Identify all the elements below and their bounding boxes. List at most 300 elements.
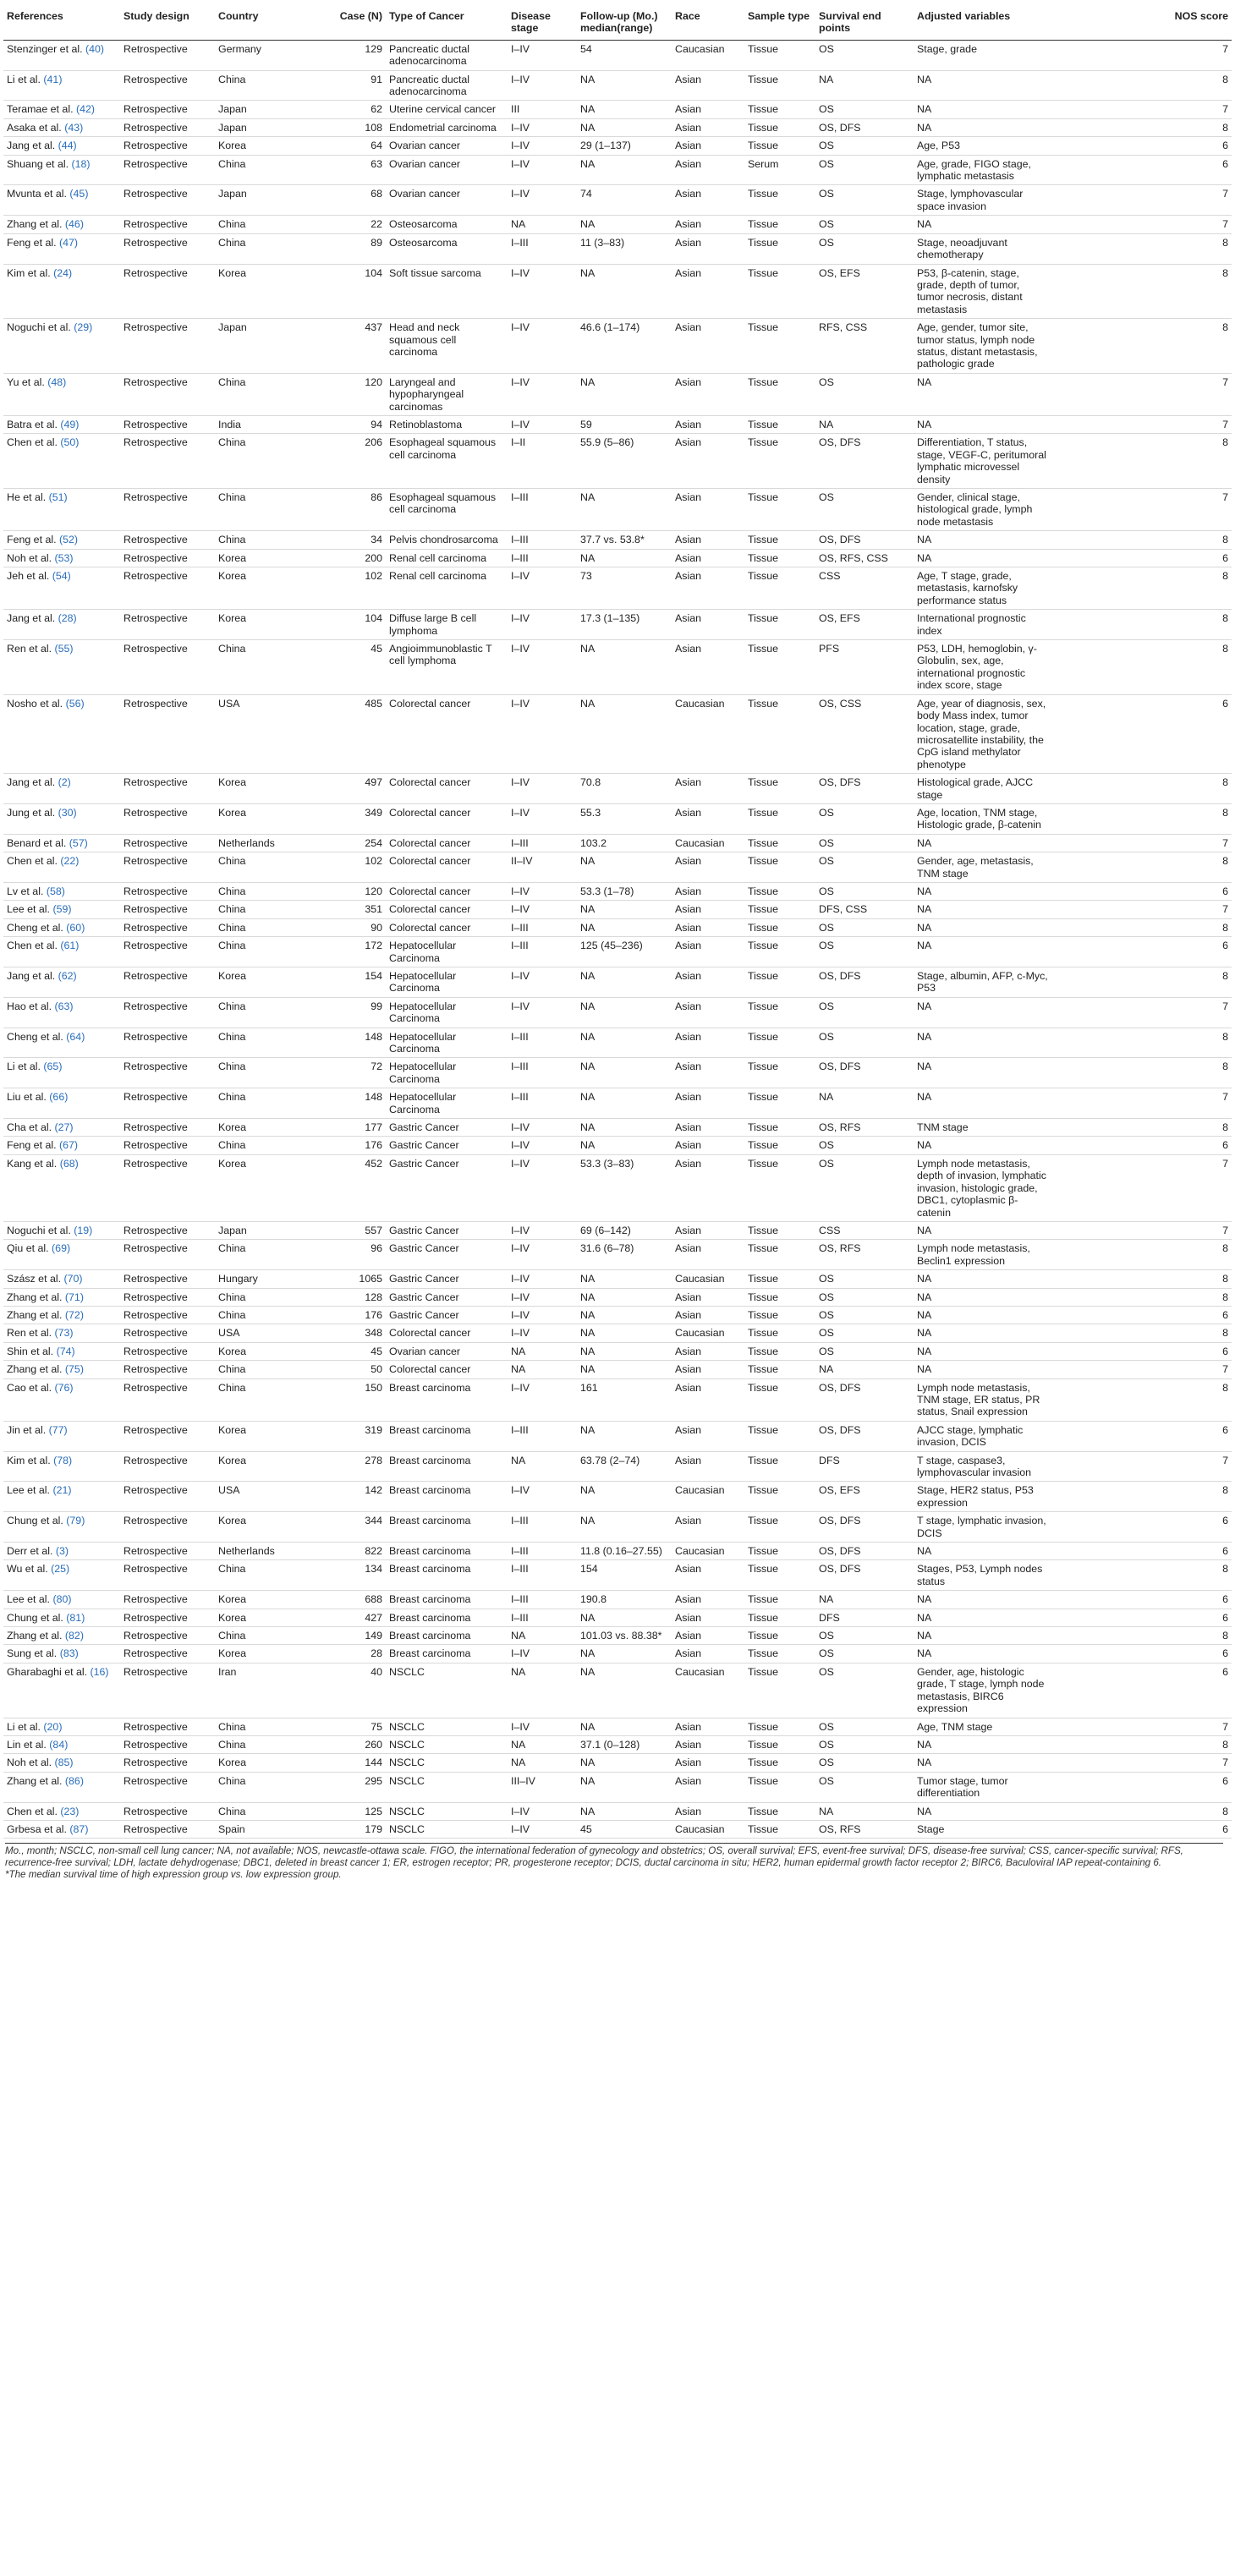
cell-country: China <box>215 640 320 695</box>
citation-link[interactable]: (28) <box>58 612 77 625</box>
cell-adjusted-variables: Stage <box>914 1820 1052 1838</box>
cell-country: China <box>215 1088 320 1119</box>
cell-study-design: Retrospective <box>120 1543 215 1560</box>
cell-study-design: Retrospective <box>120 1137 215 1154</box>
reference-authors: Noguchi et al. <box>7 1224 71 1236</box>
citation-link[interactable]: (53) <box>54 551 74 564</box>
citation-link[interactable]: (77) <box>48 1423 68 1436</box>
table-row <box>3 1119 1232 1137</box>
cell-reference <box>3 1663 120 1718</box>
cell-study-design: Retrospective <box>120 434 215 489</box>
cell-case-n: 108 <box>320 118 386 136</box>
cell-cancer-type: Laryngeal and hypopharyngeal carcinomas <box>386 373 508 415</box>
cell-disease-stage: I–IV <box>508 185 577 216</box>
cell-disease-stage: I–III <box>508 834 577 852</box>
citation-link[interactable]: (67) <box>59 1139 79 1152</box>
cell-nos-score: 7 <box>1052 216 1232 233</box>
cell-disease-stage: I–IV <box>508 1482 577 1512</box>
cell-case-n: 129 <box>320 40 386 70</box>
cell-study-design: Retrospective <box>120 549 215 567</box>
citation-link[interactable]: (79) <box>66 1515 85 1527</box>
table-row <box>3 1560 1232 1591</box>
cell-cancer-type: Hepatocellular Carcinoma <box>386 937 508 967</box>
citation-link[interactable]: (85) <box>54 1757 74 1769</box>
cell-follow-up: NA <box>577 1058 672 1088</box>
cell-disease-stage: I–III <box>508 233 577 264</box>
cell-follow-up: NA <box>577 549 672 567</box>
reference-authors: Jung et al. <box>7 806 56 819</box>
cell-country: China <box>215 155 320 185</box>
citation-link[interactable]: (80) <box>52 1593 72 1606</box>
cell-country: Spain <box>215 1820 320 1838</box>
cell-disease-stage: NA <box>508 1627 577 1645</box>
cell-nos-score: 8 <box>1052 1058 1232 1088</box>
cell-cancer-type: Hepatocellular Carcinoma <box>386 967 508 998</box>
cell-case-n: 40 <box>320 1663 386 1718</box>
cell-adjusted-variables: NA <box>914 1754 1052 1772</box>
cell-reference <box>3 319 120 374</box>
cell-survival-end-points: OS <box>815 489 914 531</box>
cell-cancer-type: Renal cell carcinoma <box>386 567 508 610</box>
cell-disease-stage: I–IV <box>508 901 577 918</box>
cell-disease-stage: I–IV <box>508 137 577 155</box>
cell-sample-type: Tissue <box>744 1754 815 1772</box>
cell-nos-score: 8 <box>1052 1482 1232 1512</box>
cell-cancer-type: Colorectal cancer <box>386 918 508 936</box>
cell-adjusted-variables: NA <box>914 1802 1052 1820</box>
cell-race: Asian <box>672 567 744 610</box>
cell-reference <box>3 264 120 319</box>
cell-survival-end-points: OS <box>815 185 914 216</box>
header-sample-type: Sample type <box>744 7 815 40</box>
citation-link[interactable]: (43) <box>64 121 84 134</box>
citation-link[interactable]: (56) <box>65 697 85 710</box>
table-row <box>3 118 1232 136</box>
citation-link[interactable]: (44) <box>58 140 77 152</box>
citation-link[interactable]: (54) <box>52 570 71 583</box>
table-row <box>3 1735 1232 1753</box>
cell-follow-up: 103.2 <box>577 834 672 852</box>
reference-authors: Hao et al. <box>7 1000 52 1012</box>
cell-country: Netherlands <box>215 1543 320 1560</box>
cell-country: Korea <box>215 610 320 640</box>
table-row <box>3 1718 1232 1735</box>
cell-cancer-type: Osteosarcoma <box>386 233 508 264</box>
cell-case-n: 128 <box>320 1288 386 1306</box>
cell-nos-score: 8 <box>1052 918 1232 936</box>
cell-country: Hungary <box>215 1270 320 1288</box>
citation-link[interactable]: (25) <box>51 1563 70 1576</box>
cell-adjusted-variables: Lymph node metastasis, depth of invasion, lymphatic invasion, histologic grade, DBC1, cytoplasmic β-catenin <box>914 1154 1052 1221</box>
cell-reference <box>3 1627 120 1645</box>
cell-race: Asian <box>672 1645 744 1663</box>
cell-follow-up: 69 (6–142) <box>577 1221 672 1239</box>
citation-link[interactable]: (24) <box>53 266 73 279</box>
cell-race: Asian <box>672 1378 744 1421</box>
cell-follow-up: 74 <box>577 185 672 216</box>
cell-country: Korea <box>215 264 320 319</box>
cell-study-design: Retrospective <box>120 1221 215 1239</box>
citation-link[interactable]: (49) <box>60 418 80 430</box>
table-row <box>3 1221 1232 1239</box>
cell-study-design: Retrospective <box>120 118 215 136</box>
cell-nos-score: 8 <box>1052 1560 1232 1591</box>
cell-adjusted-variables: NA <box>914 834 1052 852</box>
table-row <box>3 610 1232 640</box>
cell-study-design: Retrospective <box>120 640 215 695</box>
cell-follow-up: NA <box>577 1270 672 1288</box>
cell-survival-end-points: OS, RFS <box>815 1240 914 1270</box>
citation-link[interactable]: (71) <box>64 1291 84 1303</box>
cell-adjusted-variables: NA <box>914 216 1052 233</box>
citation-link[interactable]: (30) <box>58 806 77 819</box>
reference-authors: Batra et al. <box>7 418 58 430</box>
reference-authors: Derr et al. <box>7 1545 53 1558</box>
citation-link[interactable]: (40) <box>85 42 105 55</box>
citation-link[interactable]: (76) <box>54 1381 74 1394</box>
cell-cancer-type: Colorectal cancer <box>386 901 508 918</box>
cell-cancer-type: Breast carcinoma <box>386 1512 508 1543</box>
cell-study-design: Retrospective <box>120 216 215 233</box>
cell-case-n: 348 <box>320 1324 386 1342</box>
cell-disease-stage: I–III <box>508 1591 577 1609</box>
cell-cancer-type: Breast carcinoma <box>386 1645 508 1663</box>
table-row <box>3 1306 1232 1324</box>
cell-sample-type: Tissue <box>744 1609 815 1626</box>
cell-study-design: Retrospective <box>120 1154 215 1221</box>
cell-reference <box>3 233 120 264</box>
citation-link[interactable]: (75) <box>64 1363 84 1376</box>
table-row <box>3 1270 1232 1288</box>
cell-disease-stage: I–III <box>508 531 577 549</box>
citation-link[interactable]: (68) <box>59 1157 79 1170</box>
citation-link[interactable]: (48) <box>47 375 67 388</box>
cell-sample-type: Tissue <box>744 1512 815 1543</box>
reference-authors: Jeh et al. <box>7 570 50 583</box>
cell-follow-up: NA <box>577 155 672 185</box>
cell-sample-type: Tissue <box>744 101 815 118</box>
cell-survival-end-points: NA <box>815 1088 914 1119</box>
cell-case-n: 260 <box>320 1735 386 1753</box>
table-row <box>3 1324 1232 1342</box>
cell-race: Asian <box>672 1512 744 1543</box>
cell-follow-up: 190.8 <box>577 1591 672 1609</box>
citation-link[interactable]: (65) <box>43 1061 63 1073</box>
cell-cancer-type: Colorectal cancer <box>386 882 508 900</box>
cell-reference <box>3 834 120 852</box>
cell-sample-type: Tissue <box>744 264 815 319</box>
reference-authors: Zhang et al. <box>7 1630 63 1642</box>
cell-study-design: Retrospective <box>120 101 215 118</box>
cell-reference <box>3 1361 120 1378</box>
cell-cancer-type: Breast carcinoma <box>386 1609 508 1626</box>
citation-link[interactable]: (73) <box>54 1327 74 1340</box>
header-nos-score: NOS score <box>1052 7 1232 40</box>
cell-country: Korea <box>215 1119 320 1137</box>
cell-disease-stage: I–IV <box>508 1119 577 1137</box>
cell-reference <box>3 70 120 101</box>
reference-authors: Jang et al. <box>7 970 56 982</box>
cell-cancer-type: Hepatocellular Carcinoma <box>386 997 508 1028</box>
cell-follow-up: NA <box>577 1482 672 1512</box>
cell-race: Asian <box>672 1754 744 1772</box>
reference-authors: Cheng et al. <box>7 1030 63 1043</box>
cell-survival-end-points: OS <box>815 1627 914 1645</box>
cell-adjusted-variables: NA <box>914 1306 1052 1324</box>
citation-link[interactable]: (58) <box>46 885 65 897</box>
cell-case-n: 94 <box>320 415 386 433</box>
citation-link[interactable]: (51) <box>48 491 68 503</box>
cell-cancer-type: Breast carcinoma <box>386 1421 508 1451</box>
cell-case-n: 172 <box>320 937 386 967</box>
cell-adjusted-variables: NA <box>914 1609 1052 1626</box>
cell-country: Germany <box>215 40 320 70</box>
citation-link[interactable]: (50) <box>60 436 80 449</box>
cell-nos-score: 6 <box>1052 1137 1232 1154</box>
citation-link[interactable]: (19) <box>74 1224 93 1236</box>
cell-disease-stage: III <box>508 101 577 118</box>
cell-survival-end-points: OS <box>815 101 914 118</box>
cell-disease-stage: I–IV <box>508 567 577 610</box>
cell-disease-stage: II–IV <box>508 852 577 883</box>
cell-case-n: 142 <box>320 1482 386 1512</box>
citation-link[interactable]: (63) <box>54 1000 74 1012</box>
cell-nos-score: 6 <box>1052 137 1232 155</box>
cell-adjusted-variables: NA <box>914 1028 1052 1058</box>
table-row <box>3 1421 1232 1451</box>
cell-study-design: Retrospective <box>120 70 215 101</box>
cell-study-design: Retrospective <box>120 1361 215 1378</box>
cell-study-design: Retrospective <box>120 1342 215 1360</box>
cell-country: China <box>215 1137 320 1154</box>
cell-country: China <box>215 1378 320 1421</box>
cell-reference <box>3 101 120 118</box>
cell-nos-score: 8 <box>1052 967 1232 998</box>
cell-case-n: 179 <box>320 1820 386 1838</box>
cell-sample-type: Tissue <box>744 319 815 374</box>
cell-follow-up: 53.3 (3–83) <box>577 1154 672 1221</box>
citation-link[interactable]: (23) <box>60 1805 80 1817</box>
citation-link[interactable]: (47) <box>59 236 79 249</box>
table-row <box>3 216 1232 233</box>
table-row <box>3 967 1232 998</box>
cell-follow-up: 125 (45–236) <box>577 937 672 967</box>
citation-link[interactable]: (52) <box>59 534 79 546</box>
cell-case-n: 63 <box>320 155 386 185</box>
cell-survival-end-points: NA <box>815 1361 914 1378</box>
citation-link[interactable]: (72) <box>64 1308 84 1321</box>
cell-follow-up: NA <box>577 118 672 136</box>
cell-follow-up: NA <box>577 1802 672 1820</box>
table-body <box>3 40 1232 1839</box>
cell-sample-type: Tissue <box>744 1735 815 1753</box>
cell-nos-score: 6 <box>1052 1342 1232 1360</box>
cell-follow-up: NA <box>577 1361 672 1378</box>
cell-sample-type: Tissue <box>744 1137 815 1154</box>
cell-cancer-type: Gastric Cancer <box>386 1240 508 1270</box>
cell-follow-up: NA <box>577 967 672 998</box>
cell-country: China <box>215 937 320 967</box>
cell-nos-score: 7 <box>1052 101 1232 118</box>
cell-survival-end-points: NA <box>815 70 914 101</box>
citation-link[interactable]: (21) <box>52 1484 72 1497</box>
citation-link[interactable]: (62) <box>58 970 77 982</box>
cell-reference <box>3 1119 120 1137</box>
cell-study-design: Retrospective <box>120 774 215 804</box>
cell-nos-score: 7 <box>1052 40 1232 70</box>
reference-authors: Li et al. <box>7 1720 41 1733</box>
citation-link[interactable]: (42) <box>75 103 96 116</box>
citation-link[interactable]: (20) <box>43 1720 63 1733</box>
cell-sample-type: Tissue <box>744 434 815 489</box>
cell-race: Asian <box>672 803 744 834</box>
table-row <box>3 694 1232 773</box>
cell-nos-score: 8 <box>1052 1288 1232 1306</box>
citation-link[interactable]: (41) <box>43 73 63 85</box>
cell-disease-stage: I–IV <box>508 1288 577 1306</box>
cell-adjusted-variables: NA <box>914 1627 1052 1645</box>
cell-disease-stage: I–IV <box>508 1240 577 1270</box>
citation-link[interactable]: (81) <box>66 1611 85 1624</box>
cell-sample-type: Tissue <box>744 918 815 936</box>
cell-survival-end-points: OS, DFS <box>815 1543 914 1560</box>
cell-disease-stage: I–IV <box>508 1221 577 1239</box>
cell-nos-score: 7 <box>1052 415 1232 433</box>
table-row <box>3 937 1232 967</box>
cell-adjusted-variables: Gender, age, metastasis, TNM stage <box>914 852 1052 883</box>
cell-study-design: Retrospective <box>120 185 215 216</box>
cell-study-design: Retrospective <box>120 137 215 155</box>
cell-study-design: Retrospective <box>120 1451 215 1482</box>
cell-cancer-type: NSCLC <box>386 1802 508 1820</box>
cell-cancer-type: NSCLC <box>386 1663 508 1718</box>
cell-follow-up: 53.3 (1–78) <box>577 882 672 900</box>
cell-country: Korea <box>215 1645 320 1663</box>
citation-link[interactable]: (46) <box>64 218 84 231</box>
cell-survival-end-points: OS <box>815 373 914 415</box>
cell-race: Asian <box>672 1627 744 1645</box>
table-row <box>3 1645 1232 1663</box>
citation-link[interactable]: (29) <box>74 321 93 334</box>
cell-follow-up: 46.6 (1–174) <box>577 319 672 374</box>
cell-adjusted-variables: NA <box>914 373 1052 415</box>
reference-authors: Ren et al. <box>7 1327 52 1340</box>
citation-link[interactable]: (84) <box>49 1738 69 1751</box>
cell-race: Asian <box>672 216 744 233</box>
citation-link[interactable]: (60) <box>66 921 85 934</box>
cell-survival-end-points: OS, EFS <box>815 264 914 319</box>
citation-link[interactable]: (66) <box>49 1091 69 1104</box>
reference-authors: Feng et al. <box>7 1139 57 1152</box>
cell-race: Asian <box>672 852 744 883</box>
cell-cancer-type: NSCLC <box>386 1718 508 1735</box>
cell-case-n: 72 <box>320 1058 386 1088</box>
table-row <box>3 1451 1232 1482</box>
cell-reference <box>3 1482 120 1512</box>
citation-link[interactable]: (74) <box>56 1345 75 1357</box>
citation-link[interactable]: (64) <box>66 1030 85 1043</box>
cell-follow-up: NA <box>577 489 672 531</box>
citation-link[interactable]: (57) <box>69 836 88 849</box>
cell-nos-score: 7 <box>1052 1754 1232 1772</box>
cell-reference <box>3 852 120 883</box>
cell-cancer-type: Osteosarcoma <box>386 216 508 233</box>
cell-follow-up: 154 <box>577 1560 672 1591</box>
cell-reference <box>3 1754 120 1772</box>
citation-link[interactable]: (22) <box>60 855 80 868</box>
cell-sample-type: Tissue <box>744 610 815 640</box>
citation-link[interactable]: (18) <box>71 157 91 170</box>
citation-link[interactable]: (78) <box>53 1454 73 1466</box>
cell-reference <box>3 967 120 998</box>
cell-cancer-type: Soft tissue sarcoma <box>386 264 508 319</box>
cell-adjusted-variables: Age, year of diagnosis, sex, body Mass index, tumor location, stage, grade, microsatellite instability, the CpG island methylator phenotype <box>914 694 1052 773</box>
reference-authors: Yu et al. <box>7 375 45 388</box>
cell-survival-end-points: OS, RFS <box>815 1119 914 1137</box>
cell-survival-end-points: OS <box>815 1137 914 1154</box>
cell-nos-score: 8 <box>1052 118 1232 136</box>
cell-follow-up: 17.3 (1–135) <box>577 610 672 640</box>
reference-authors: Chen et al. <box>7 1805 58 1817</box>
cell-nos-score: 6 <box>1052 694 1232 773</box>
citation-link[interactable]: (27) <box>54 1121 74 1134</box>
table-row <box>3 1802 1232 1820</box>
cell-nos-score: 8 <box>1052 233 1232 264</box>
cell-nos-score: 8 <box>1052 774 1232 804</box>
citation-link[interactable]: (87) <box>69 1822 89 1835</box>
citation-link[interactable]: (59) <box>52 903 72 916</box>
cell-cancer-type: Ovarian cancer <box>386 1342 508 1360</box>
cell-case-n: 68 <box>320 185 386 216</box>
reference-authors: Feng et al. <box>7 236 57 249</box>
cell-follow-up: NA <box>577 101 672 118</box>
citation-link[interactable]: (83) <box>59 1647 79 1660</box>
cell-cancer-type: Breast carcinoma <box>386 1560 508 1591</box>
cell-survival-end-points: OS, CSS <box>815 694 914 773</box>
cell-race: Asian <box>672 1154 744 1221</box>
cell-sample-type: Tissue <box>744 1645 815 1663</box>
cell-adjusted-variables: NA <box>914 101 1052 118</box>
cell-sample-type: Tissue <box>744 1718 815 1735</box>
table-row <box>3 882 1232 900</box>
citation-link[interactable]: (55) <box>54 643 74 655</box>
cell-follow-up: NA <box>577 264 672 319</box>
cell-adjusted-variables: Stage, lymphovascular space invasion <box>914 185 1052 216</box>
cell-sample-type: Tissue <box>744 937 815 967</box>
cell-survival-end-points: OS <box>815 1718 914 1735</box>
cell-nos-score: 6 <box>1052 1663 1232 1718</box>
cell-sample-type: Tissue <box>744 1270 815 1288</box>
cell-sample-type: Tissue <box>744 1154 815 1221</box>
table-row <box>3 137 1232 155</box>
citation-link[interactable]: (16) <box>90 1665 109 1678</box>
citation-link[interactable]: (86) <box>64 1774 84 1787</box>
citation-link[interactable]: (45) <box>69 188 89 200</box>
citation-link[interactable]: (69) <box>52 1242 71 1255</box>
cell-disease-stage: I–III <box>508 1028 577 1058</box>
citation-link[interactable]: (3) <box>55 1545 69 1558</box>
cell-race: Asian <box>672 185 744 216</box>
citation-link[interactable]: (82) <box>64 1630 84 1642</box>
cell-adjusted-variables: NA <box>914 1270 1052 1288</box>
citation-link[interactable]: (70) <box>63 1273 83 1285</box>
cell-country: Korea <box>215 1154 320 1221</box>
cell-country: China <box>215 1560 320 1591</box>
citation-link[interactable]: (61) <box>60 940 80 952</box>
table-row <box>3 1772 1232 1802</box>
cell-nos-score: 8 <box>1052 567 1232 610</box>
citation-link[interactable]: (2) <box>58 776 71 789</box>
